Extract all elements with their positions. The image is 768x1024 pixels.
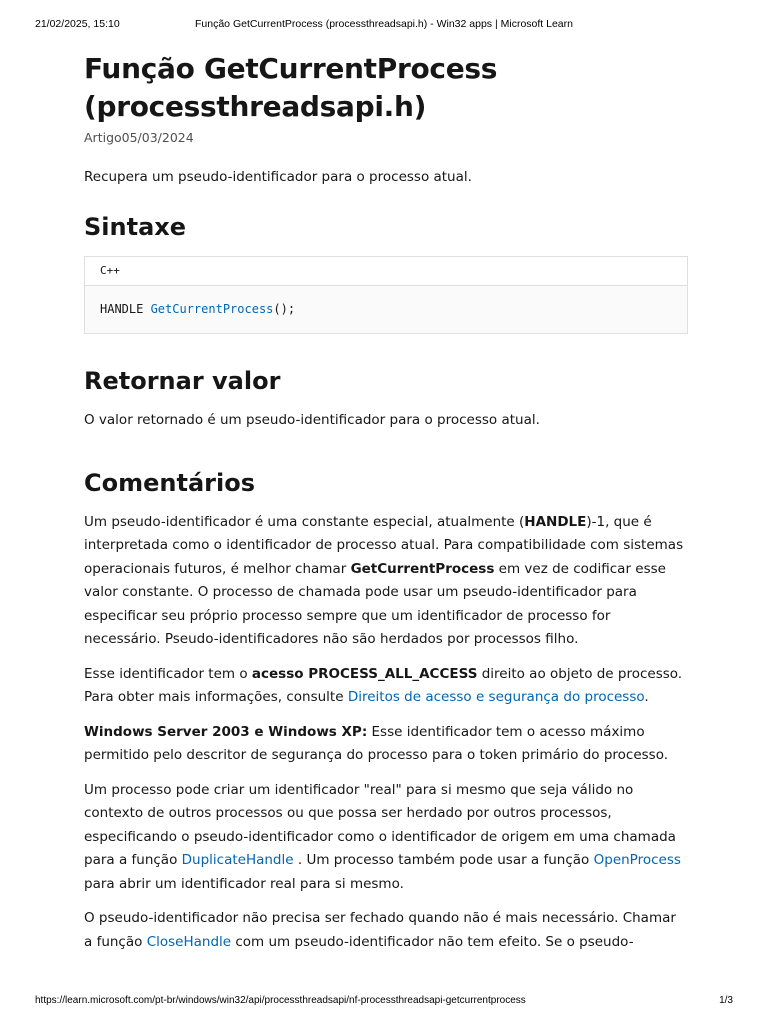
access-rights-link[interactable]: Direitos de acesso e segurança do processo [347,689,645,705]
remarks-paragraph-1: Um pseudo-identificador é uma constante especial, atualmente (HANDLE)-1, que é interpretada como o identificador de processo atual. Para compatibilidade com sistemas operacionais futuros, é melhor chamar GetCurrentProcess em vez de codificar esse valor constante. O processo de chamada pode usar um pseudo-identificador para especificar seu próprio processo sempre que um identificador de processo for necessário. Pseudo-identificadores não são herdados por processos filho. [84,513,684,647]
code-content[interactable] [85,286,687,333]
remarks-paragraph-5: O pseudo-identificador não precisa ser fechado quando não é mais necessário. Chamar a função CloseHandle com um pseudo-identificador não tem efeito. Se o pseudo- [84,910,676,950]
page-title: Função GetCurrentProcess (processthreadsapi.h) [84,52,498,123]
openprocess-link[interactable]: OpenProcess [593,852,681,868]
return-value-text: O valor retornado é um pseudo-identificador para o processo atual. [84,412,540,428]
code-block [84,256,688,334]
remarks-heading: Comentários [84,468,255,497]
code-type: HANDLE [100,302,151,316]
article-summary: Recupera um pseudo-identificador para o processo atual. [84,169,472,185]
return-value-heading: Retornar valor [84,367,281,395]
page-number: 1/3 [719,995,733,1006]
code-function-name: GetCurrentProcess [150,302,274,316]
code-tail: (); [273,302,296,316]
syntax-heading: Sintaxe [84,213,187,241]
print-footer [0,995,768,1009]
article-meta: Artigo05/03/2024 [84,130,194,145]
duplicatehandle-link[interactable]: DuplicateHandle [181,852,294,868]
print-date: 21/02/2025, 15:10 [35,18,120,30]
remarks-paragraph-2: Esse identificador tem o acesso PROCESS_ALL_ACCESS direito ao objeto de processo. Para obter mais informações, consulte Direitos de acesso e segurança do processo. [84,665,683,705]
remarks-paragraph-3: Windows Server 2003 e Windows XP: Esse identificador tem o acesso máximo permitido pelo descritor de segurança do processo para o token primário do processo. [84,723,669,763]
print-header [0,16,768,32]
article-content [84,50,688,954]
remarks-paragraph-4: Um processo pode criar um identificador "real" para si mesmo que seja válido no contexto de outros processos ou que possa ser herdado por outros processos, especificando o pseudo-identificador como o identificador de origem em uma chamada para a função DuplicateHandle . Um processo também pode usar a função OpenProcess para abrir um identificador real para si mesmo. [84,781,681,892]
print-page-title: Função GetCurrentProcess (processthreadsapi.h) - Win32 apps | Microsoft Learn [195,18,573,30]
closehandle-link[interactable]: CloseHandle [146,933,232,950]
print-url: https://learn.microsoft.com/pt-br/windows/win32/api/processthreadsapi/nf-processthreadsapi-getcurrentprocess [35,995,526,1006]
code-language-label: C++ [85,257,687,286]
